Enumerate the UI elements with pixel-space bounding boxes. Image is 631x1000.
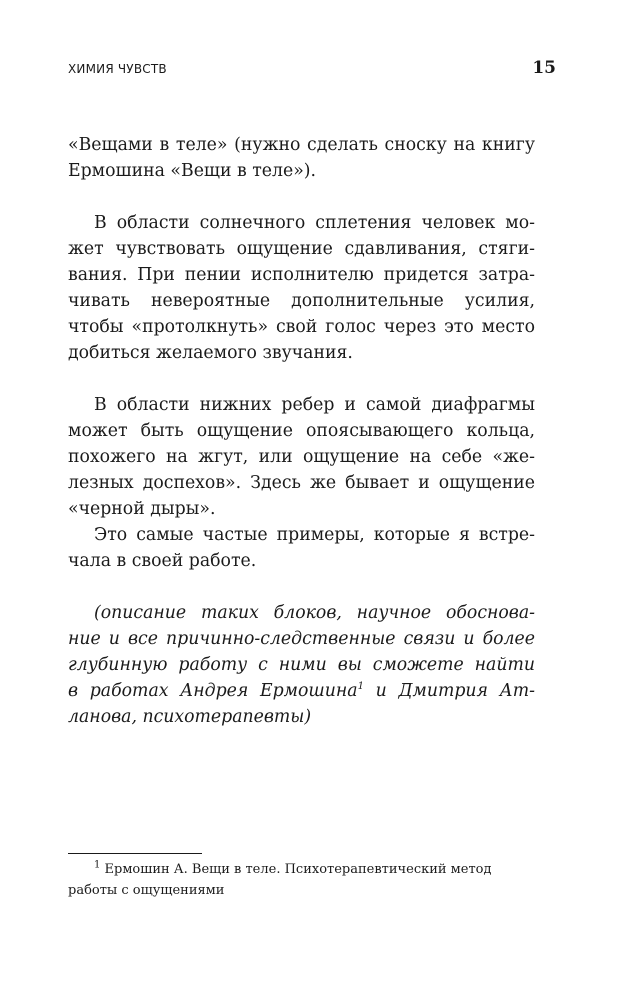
footnote-divider (68, 853, 202, 854)
paragraph-3-line-4: лезных доспехов». Здесь же бывает и ощущение (68, 473, 535, 493)
paragraph-2-line-6: добиться желаемого звучания. (68, 343, 353, 363)
paragraph-3-line-1: В области нижних ребер и самой диафрагмы (94, 395, 535, 415)
paragraph-1-line-1: «Вещами в теле» (нужно сделать сноску на книгу (68, 135, 535, 155)
paragraph-2-line-3: вания. При пении исполнителю придется затра- (68, 265, 535, 285)
italic-note-line-3: глубинную работу с ними вы сможете найти (68, 655, 535, 675)
page-number: 15 (532, 58, 556, 78)
italic-note-text-cont: и Дмитрия Ат- (363, 681, 535, 701)
footnote-marker: 1 (94, 859, 101, 871)
paragraph-1-line-2: Ермошина «Вещи в теле»). (68, 161, 317, 181)
paragraph-2-line-2: жет чувствовать ощущение сдавливания, стяги- (68, 239, 535, 259)
footnote-text: Ермошин А. Вещи в теле. Психотерапевтический метод (100, 862, 492, 877)
paragraph-4-line-1: Это самые частые примеры, которые я встре- (94, 525, 535, 545)
paragraph-2-line-4: чивать невероятные дополнительные усилия, (68, 291, 535, 311)
paragraph-3-line-2: может быть ощущение опоясывающего кольца, (68, 421, 535, 441)
footnote-line-1 (68, 860, 535, 880)
italic-note-line-1: (описание таких блоков, научное обоснова- (94, 603, 535, 623)
paragraph-2-line-5: чтобы «протолкнуть» свой голос через это место (68, 317, 535, 337)
italic-note-line-2: ние и все причинно-следственные связи и более (68, 629, 535, 649)
running-header-title: ХИМИЯ ЧУВСТВ (68, 62, 167, 76)
italic-note-line-5: ланова, психотерапевты) (68, 707, 312, 727)
paragraph-3-line-3: похожего на жгут, или ощущение на себе «же- (68, 447, 535, 467)
paragraph-4-line-2: чала в своей работе. (68, 551, 257, 571)
paragraph-3-line-5: «черной дыры». (68, 499, 216, 519)
paragraph-2-line-1: В области солнечного сплетения человек мо- (94, 213, 535, 233)
footnote-reference[interactable]: 1 (357, 681, 364, 693)
footnote-line-2: работы с ощущениями (68, 883, 225, 898)
italic-note-line-4 (68, 678, 535, 704)
italic-note-text: в работах Андрея Ермошина (68, 681, 358, 701)
